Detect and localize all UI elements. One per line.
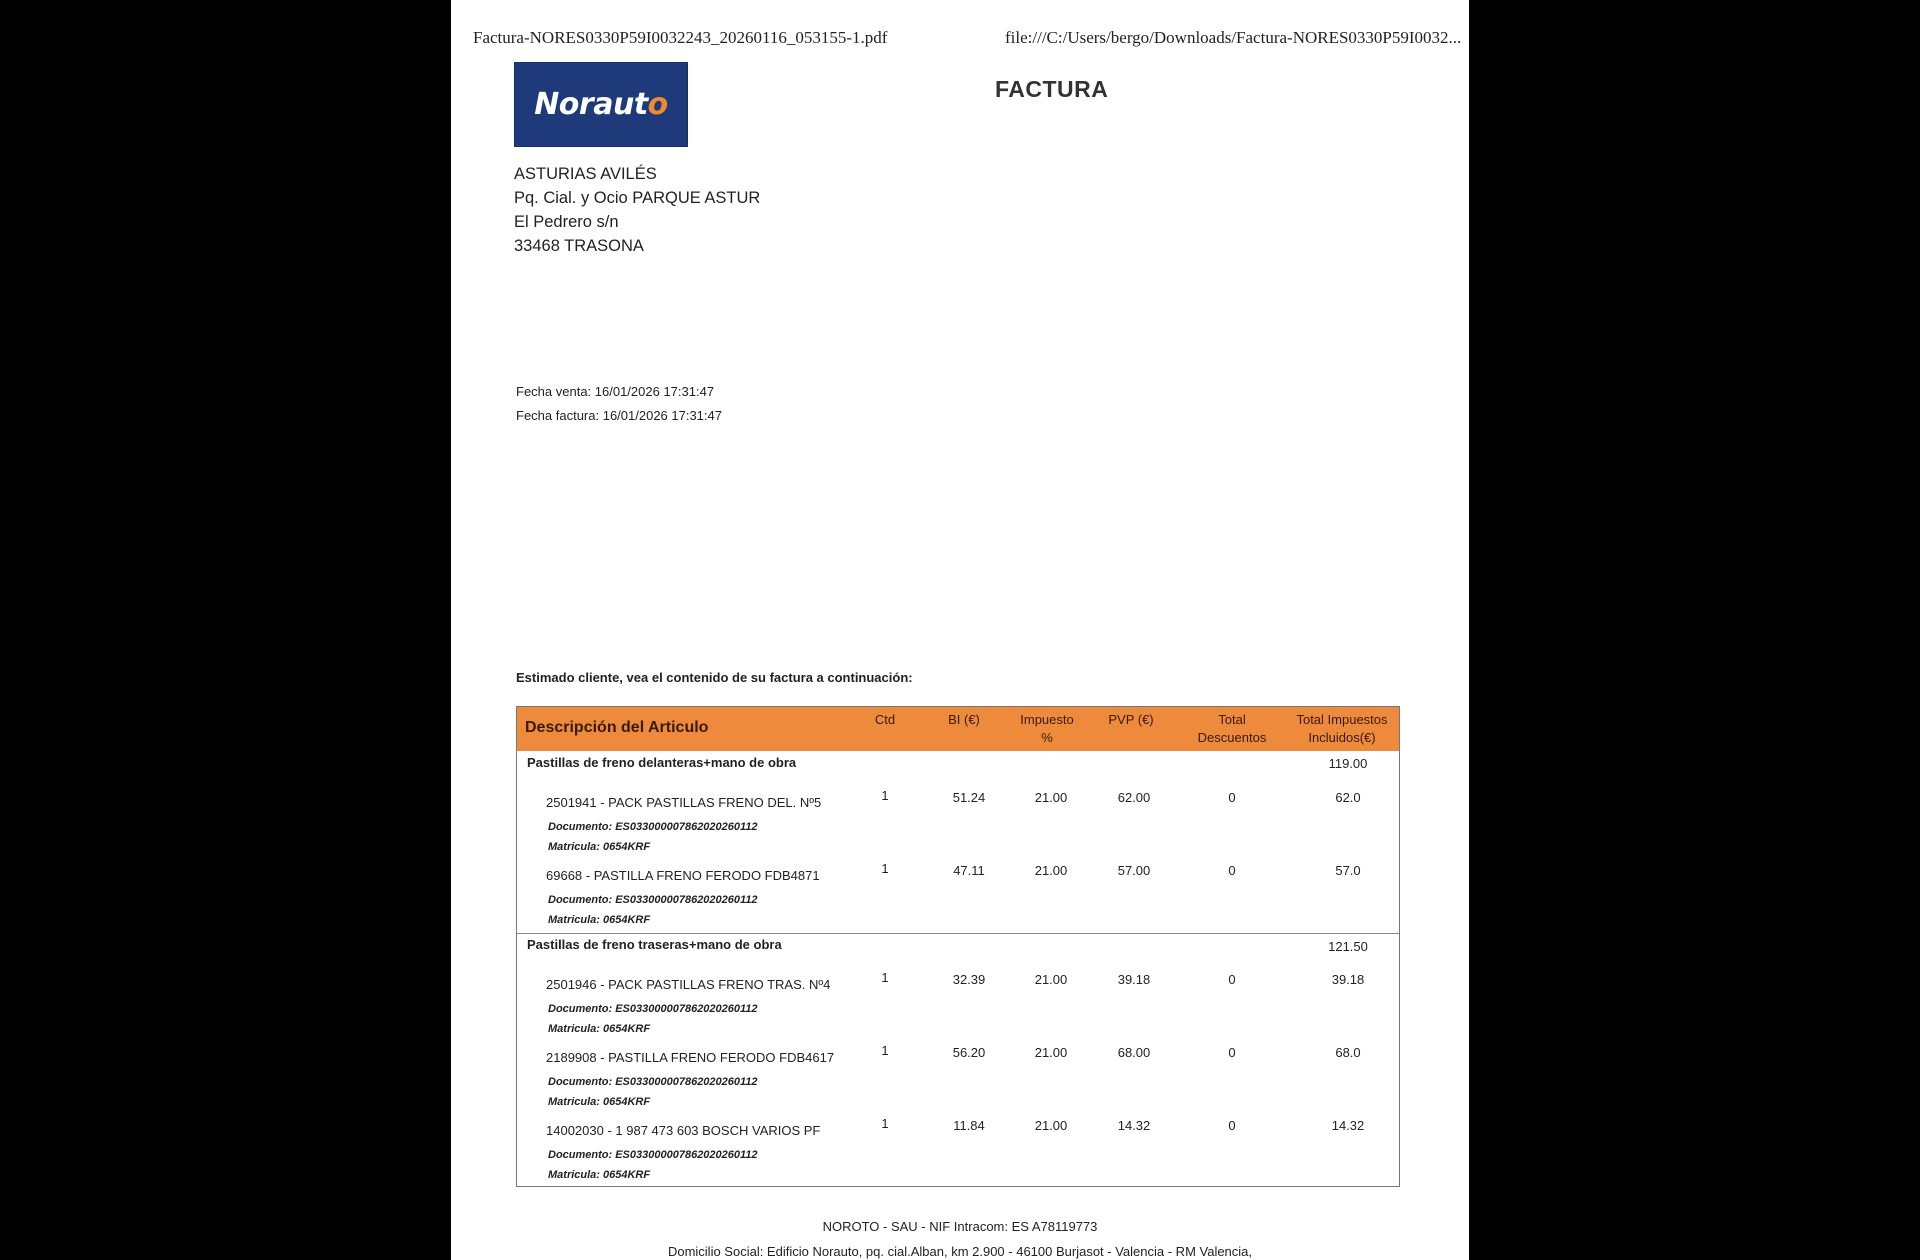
item-description: 69668 - PASTILLA FRENO FERODO FDB4871 — [546, 868, 820, 883]
item-document: Documento: ES033000007862020260112 — [548, 1003, 758, 1015]
print-header-filepath: file:///C:/Users/bergo/Downloads/Factura-NORES0330P59I0032... — [1005, 28, 1462, 47]
item-pvp: 68.00 — [1117, 1045, 1151, 1060]
header-tax — [1007, 711, 1087, 747]
logo-text: Norauto — [534, 87, 668, 122]
item-plate: Matricula: 0654KRF — [548, 1023, 651, 1035]
item-document: Documento: ES033000007862020260112 — [548, 1149, 758, 1161]
address-line: Pq. Cial. y Ocio PARQUE ASTUR — [514, 189, 761, 207]
group-divider — [517, 933, 1399, 934]
header-description: Descripción del Articulo — [525, 719, 709, 736]
item-document: Documento: ES033000007862020260112 — [548, 894, 758, 906]
invoice-date: Fecha factura: 16/01/2026 17:31:47 — [516, 408, 722, 423]
item-document: Documento: ES033000007862020260112 — [548, 821, 758, 833]
footer-address: Domicilio Social: Edificio Norauto, pq. cial.Alban, km 2.900 - 46100 Burjasot - Valencia - RM Valencia, — [667, 1244, 1253, 1259]
invoice-dates — [516, 380, 722, 428]
header-discounts-line1: Total — [1218, 712, 1246, 727]
item-qty: 1 — [881, 861, 889, 876]
item-tax: 21.00 — [1034, 790, 1068, 805]
item-tax: 21.00 — [1034, 1118, 1068, 1133]
item-qty: 1 — [881, 1116, 889, 1131]
item-bi: 56.20 — [952, 1045, 986, 1060]
item-description: 14002030 - 1 987 473 603 BOSCH VARIOS PF — [546, 1123, 821, 1138]
item-discount: 0 — [1228, 1045, 1236, 1060]
header-total — [1285, 711, 1399, 747]
header-qty: Ctd — [874, 712, 896, 727]
address-line: ASTURIAS AVILÉS — [514, 165, 657, 183]
print-header-filename: Factura-NORES0330P59I0032243_20260116_053155-1.pdf — [473, 28, 888, 47]
item-bi: 11.84 — [953, 1118, 985, 1133]
item-plate: Matricula: 0654KRF — [548, 841, 651, 853]
item-pvp: 14.32 — [1117, 1118, 1151, 1133]
group-total: 119.00 — [1328, 756, 1368, 771]
print-header — [473, 28, 1462, 52]
header-discounts-line2: Descuentos — [1197, 730, 1267, 745]
header-tax-line1: Impuesto — [1020, 712, 1074, 727]
item-total: 57.0 — [1335, 863, 1361, 878]
invoice-page — [451, 0, 1469, 1260]
header-total-line2: Incluidos(€) — [1308, 730, 1376, 745]
item-discount: 0 — [1228, 863, 1236, 878]
header-pvp: PVP (€) — [1108, 712, 1154, 727]
store-address — [514, 162, 760, 258]
group-total: 121.50 — [1328, 939, 1368, 954]
item-description: 2189908 - PASTILLA FRENO FERODO FDB4617 — [546, 1050, 835, 1065]
item-pvp: 62.00 — [1117, 790, 1151, 805]
item-total: 14.32 — [1331, 1118, 1365, 1133]
address-line: 33468 TRASONA — [514, 237, 644, 255]
item-plate: Matricula: 0654KRF — [548, 914, 651, 926]
document-title: FACTURA — [995, 76, 1109, 102]
item-total: 62.0 — [1335, 790, 1361, 805]
item-tax: 21.00 — [1034, 863, 1068, 878]
table-header — [517, 707, 1399, 751]
item-qty: 1 — [881, 1043, 889, 1058]
header-total-line1: Total Impuestos — [1296, 712, 1388, 727]
group-title: Pastillas de freno traseras+mano de obra — [527, 937, 782, 952]
item-bi: 32.39 — [952, 972, 986, 987]
group-title: Pastillas de freno delanteras+mano de obra — [527, 755, 797, 770]
item-pvp: 39.18 — [1117, 972, 1151, 987]
header-bi: BI (€) — [948, 712, 980, 727]
item-description: 2501946 - PACK PASTILLAS FRENO TRAS. Nº4 — [546, 977, 831, 992]
item-document: Documento: ES033000007862020260112 — [548, 1076, 758, 1088]
invoice-table — [516, 706, 1400, 1187]
item-tax: 21.00 — [1034, 972, 1068, 987]
item-total: 68.0 — [1335, 1045, 1361, 1060]
item-discount: 0 — [1228, 1118, 1236, 1133]
item-plate: Matricula: 0654KRF — [548, 1096, 651, 1108]
item-bi: 51.24 — [952, 790, 986, 805]
item-description: 2501941 - PACK PASTILLAS FRENO DEL. Nº5 — [546, 795, 822, 810]
item-bi: 47.11 — [953, 863, 985, 878]
address-line: El Pedrero s/n — [514, 213, 619, 231]
item-qty: 1 — [881, 970, 889, 985]
item-qty: 1 — [881, 788, 889, 803]
sale-date: Fecha venta: 16/01/2026 17:31:47 — [516, 384, 715, 399]
item-discount: 0 — [1228, 972, 1236, 987]
item-plate: Matricula: 0654KRF — [548, 1169, 651, 1181]
item-discount: 0 — [1228, 790, 1236, 805]
footer-company: NOROTO - SAU - NIF Intracom: ES A78119773 — [822, 1219, 1098, 1234]
item-tax: 21.00 — [1034, 1045, 1068, 1060]
header-discounts — [1182, 711, 1282, 747]
item-total: 39.18 — [1331, 972, 1365, 987]
greeting-text: Estimado cliente, vea el contenido de su factura a continuación: — [516, 670, 913, 685]
norauto-logo — [514, 62, 688, 147]
item-pvp: 57.00 — [1117, 863, 1151, 878]
header-tax-line2: % — [1041, 730, 1053, 745]
